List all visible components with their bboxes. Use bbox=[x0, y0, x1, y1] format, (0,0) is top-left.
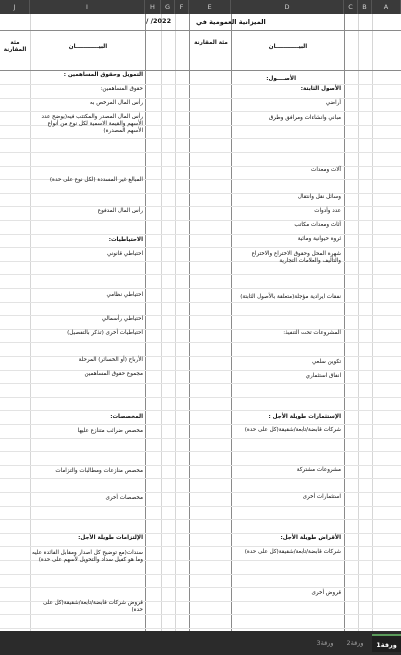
sheet-date-text: 2022/ / bbox=[146, 17, 172, 25]
asset-row[interactable]: عدد وأدوات bbox=[314, 208, 341, 214]
asset-row[interactable]: شركات قابضة/تابعة/شقيقة(كل على حدة) bbox=[244, 549, 341, 555]
column-header-g[interactable]: G bbox=[161, 0, 175, 14]
row-gridline bbox=[0, 492, 401, 493]
row-gridline bbox=[0, 152, 401, 153]
gridline bbox=[30, 14, 31, 631]
gridline bbox=[344, 14, 345, 631]
header-rule bbox=[0, 30, 401, 31]
liability-row[interactable]: احتياطيات أخرى (تذكر بالتفصيل) bbox=[67, 330, 143, 336]
liability-row[interactable]: رأس المال المدفوع bbox=[97, 208, 143, 214]
gridline bbox=[161, 14, 162, 631]
financing-heading[interactable]: التمويل وحقوق المساهمين : bbox=[63, 72, 143, 78]
row-gridline bbox=[0, 519, 401, 520]
asset-row[interactable]: قروض أخرى bbox=[311, 590, 341, 596]
row-gridline bbox=[0, 111, 401, 112]
gridline bbox=[145, 14, 146, 631]
liability-row[interactable]: مخصصات أخرى bbox=[105, 495, 143, 501]
row-gridline bbox=[0, 84, 401, 85]
row-gridline bbox=[0, 370, 401, 371]
liability-row[interactable]: مخصص ضرائب متنازع عليها bbox=[77, 428, 143, 434]
liability-row[interactable]: سندات(مع توضيح كل اصدار ومقابل الفائدة عليه وما هو كفيل سداد والتحويل لأسهم على حدة) bbox=[32, 550, 143, 563]
row-gridline bbox=[0, 98, 401, 99]
asset-row[interactable]: أراضي bbox=[325, 100, 341, 106]
row-gridline bbox=[0, 574, 401, 575]
row-gridline bbox=[0, 410, 401, 411]
asset-row[interactable]: وسائل نقل وانتقال bbox=[297, 194, 341, 200]
fixed-assets-heading[interactable]: الأصول الثابتة: bbox=[300, 86, 341, 92]
liability-row[interactable]: مجموع حقوق المساهمين bbox=[84, 371, 143, 377]
gridline bbox=[175, 14, 176, 631]
row-gridline bbox=[0, 546, 401, 547]
column-header-c[interactable]: C bbox=[344, 0, 358, 14]
asset-row[interactable]: تكوين سلعي bbox=[311, 359, 341, 365]
asset-row[interactable]: مشروعات مشتركة bbox=[296, 467, 341, 473]
statement-column-header-right: البيــــــــــــان bbox=[268, 44, 308, 50]
long-term-investments-heading[interactable]: الإستثمارات طويلة الأجل : bbox=[268, 414, 341, 420]
row-gridline bbox=[0, 614, 401, 615]
sheet-title: الميزانية العمومية في bbox=[196, 18, 266, 26]
liability-row[interactable]: احتياطي قانوني bbox=[106, 251, 143, 257]
row-gridline bbox=[0, 206, 401, 207]
asset-row[interactable]: نفقات ايرادية مؤجلة(متعلقة بالأصول الثابتة) bbox=[240, 294, 341, 300]
statement-column-header-left: البيــــــــــــان bbox=[68, 44, 108, 50]
row-gridline bbox=[0, 587, 401, 588]
long-term-liabilities-heading[interactable]: الإلتزامات طويلة الأجل: bbox=[78, 535, 143, 541]
row-gridline bbox=[0, 274, 401, 275]
gridline bbox=[372, 14, 373, 631]
column-header-b[interactable]: B bbox=[358, 0, 372, 14]
asset-row[interactable]: أثاث ومعدات مكاتب bbox=[294, 222, 341, 228]
row-gridline bbox=[0, 478, 401, 479]
reserves-heading[interactable]: الاحتياطيات: bbox=[108, 237, 143, 243]
liability-row[interactable]: المبالغ غير المسددة (لكل نوع على حدة) bbox=[49, 177, 143, 183]
asset-row[interactable]: شركات قابضة/تابعة/شقيقة(كل على حدة) bbox=[244, 427, 341, 433]
column-header-h[interactable]: H bbox=[145, 0, 161, 14]
column-header-j[interactable]: J bbox=[0, 0, 30, 14]
row-gridline bbox=[0, 302, 401, 303]
liability-row[interactable]: رأس المال المصدر والمكتتب فيه(يوضح عدد الأسهم والقيمة الاسمية لكل نوع من أنواع الأسهم المصدرة) bbox=[41, 114, 143, 134]
row-gridline bbox=[0, 451, 401, 452]
liability-row[interactable]: الأرباح (أو الخسائر) المرحلة bbox=[78, 357, 143, 363]
row-gridline bbox=[0, 424, 401, 425]
gridline bbox=[231, 14, 232, 631]
row-gridline bbox=[0, 247, 401, 248]
row-gridline bbox=[0, 220, 401, 221]
asset-row[interactable]: آلات ومعدات bbox=[311, 167, 341, 173]
row-gridline bbox=[0, 465, 401, 466]
liability-row[interactable]: رأس المال المرخص به bbox=[89, 100, 143, 106]
row-gridline bbox=[0, 628, 401, 629]
row-gridline bbox=[0, 315, 401, 316]
spreadsheet-grid[interactable] bbox=[0, 14, 401, 631]
assets-heading[interactable]: الأصــــول: bbox=[266, 76, 296, 82]
column-header-f[interactable]: F bbox=[175, 0, 189, 14]
row-gridline bbox=[0, 138, 401, 139]
row-gridline bbox=[0, 288, 401, 289]
row-gridline bbox=[0, 506, 401, 507]
sheet-tab-3[interactable]: ورقة3 bbox=[316, 639, 334, 647]
asset-row[interactable]: شهرة المحل وحقوق الاختراع والاختراع والتأليف والعلامات التجارية bbox=[251, 251, 341, 264]
provisions-heading[interactable]: المخصصات: bbox=[110, 414, 143, 420]
gridline bbox=[189, 14, 190, 631]
sheet-tab-bar bbox=[0, 631, 401, 655]
liability-row[interactable]: قروض شركات قابضة/تابعة/شقيقة(كل على حدة) bbox=[42, 600, 143, 613]
row-gridline bbox=[0, 356, 401, 357]
column-header-d[interactable]: D bbox=[231, 0, 344, 14]
row-gridline bbox=[0, 438, 401, 439]
row-gridline bbox=[0, 383, 401, 384]
sheet-date bbox=[146, 18, 171, 25]
note-column-header-right: مئة المقارنة bbox=[194, 40, 228, 46]
column-header-e[interactable]: E bbox=[189, 0, 231, 14]
column-header-i[interactable]: I bbox=[30, 0, 145, 14]
liability-row[interactable]: مخصص منازعات ومطالبات والتزامات bbox=[55, 468, 143, 474]
long-term-loans-heading[interactable]: الأقراض طويلة الأجل: bbox=[280, 535, 341, 541]
liability-row[interactable]: احتياطي رأسمالي bbox=[101, 316, 143, 322]
row-gridline bbox=[0, 397, 401, 398]
gridline bbox=[358, 14, 359, 631]
column-header-a[interactable]: A bbox=[372, 0, 401, 14]
row-gridline bbox=[0, 342, 401, 343]
row-gridline bbox=[0, 533, 401, 534]
asset-row[interactable]: ثروة حيوانية ومائية bbox=[297, 236, 341, 242]
asset-row[interactable]: مباني وانشاءات ومرافق وطرق bbox=[268, 115, 341, 121]
column-header-bar bbox=[0, 0, 401, 14]
asset-row[interactable]: انفاق استثماري bbox=[305, 373, 341, 379]
row-gridline bbox=[0, 234, 401, 235]
liability-row[interactable]: احتياطي نظامي bbox=[106, 292, 143, 298]
note-column-header-left: مئة المقارنة bbox=[3, 40, 27, 53]
asset-row[interactable]: استثمارات أخرى bbox=[302, 494, 341, 500]
shareholders-equity-heading[interactable]: حقوق المساهمين: bbox=[100, 86, 143, 92]
sheet-tab-1[interactable]: ورقة1 bbox=[372, 634, 401, 652]
sheet-tab-2[interactable]: ورقة2 bbox=[346, 639, 364, 647]
asset-row[interactable]: المشروعات تحت التنفيذ: bbox=[283, 330, 341, 336]
header-rule bbox=[0, 70, 401, 71]
